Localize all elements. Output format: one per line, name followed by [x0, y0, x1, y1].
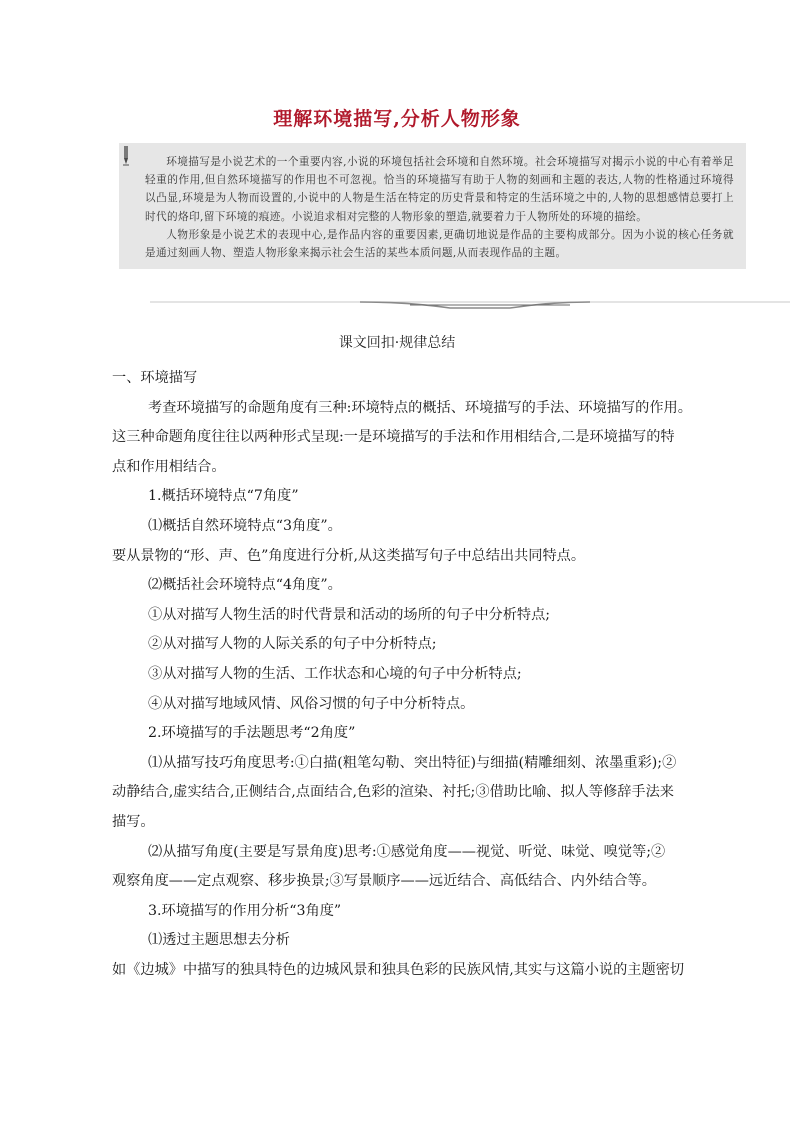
subheading-line: 1.概括环境特点“7角度”	[148, 488, 299, 505]
subheading-line: 3.环境描写的作用分析“3角度”	[148, 902, 342, 919]
page-title: 理解环境描写,分析人物形象	[273, 108, 521, 130]
text-line: ②从对描写人物的人际关系的句子中分析特点;	[148, 636, 437, 653]
text-line: 如《边城》中描写的独具特色的边城风景和独具色彩的民族风情,其实与这篇小说的主题密切	[112, 961, 685, 978]
text-line: 点和作用相结合。	[112, 458, 226, 475]
text-line: ⑴从描写技巧角度思考:①白描(粗笔勾勒、突出特征)与细描(精雕细刻、浓墨重彩);②	[148, 754, 677, 771]
section-heading: 课文回扣·规律总结	[338, 335, 456, 351]
text-line: ⑵从描写角度(主要是写景角度)思考:①感觉角度——视觉、听觉、味觉、嗅觉等;②	[148, 843, 666, 860]
body-text	[112, 364, 692, 985]
intro-paragraph: 环境描写是小说艺术的一个重要内容,小说的环境包括社会环境和自然环境。社会环境描写对揭示小说的中心有着举足轻重的作用,但自然环境描写的作用也不可忽视。恰当的环境描写有助于人物的刻画和主题的表达,人物的性格通过环境得以凸显,环境是为人物而设置的,小说中的人物是生活在特定的历史背景和特定的生活环境之中的,人物的思想感情总要打上时代的烙印,留下环境的痕迹。小说追求相对完整的人物形象的塑造,就要着力于人物所处的环境的描绘。	[145, 156, 734, 223]
text-line: 考查环境描写的命题角度有三种:环境特点的概括、环境描写的手法、环境描写的作用。	[148, 399, 692, 416]
text-line: 观察角度——定点观察、移步换景;③写景顺序——远近结合、高低结合、内外结合等。	[112, 873, 656, 890]
text-line: 要从景物的“形、声、色”角度进行分析,从这类描写句子中总结出共同特点。	[112, 547, 586, 564]
text-line: 描写。	[112, 813, 155, 830]
intro-paragraph: 人物形象是小说艺术的表现中心,是作品内容的重要因素,更确切地说是作品的主要构成部分。因为小说的核心任务就是通过刻画人物、塑造人物形象来揭示社会生活的某些本质问题,从而表现作品的主题。	[145, 228, 734, 260]
heading-environment: 一、环境描写	[112, 370, 198, 386]
subheading-line: 2.环境描写的手法题思考“2角度”	[148, 725, 356, 742]
text-line: ④从对描写地域风情、风俗习惯的句子中分析特点。	[148, 695, 475, 712]
intro-box	[119, 143, 746, 269]
text-line: 这三种命题角度往往以两种形式呈现:一是环境描写的手法和作用相结合,二是环境描写的特	[112, 429, 675, 446]
text-line: ⑴概括自然环境特点“3角度”。	[148, 517, 342, 534]
text-line: 动静结合,虚实结合,正侧结合,点面结合,色彩的渲染、衬托;③借助比喻、拟人等修辞手法来	[112, 784, 674, 801]
pen-icon	[121, 145, 131, 167]
decorative-divider	[150, 296, 790, 316]
text-line: ⑴透过主题思想去分析	[148, 932, 290, 949]
text-line: ⑵概括社会环境特点“4角度”。	[148, 577, 342, 594]
text-line: ①从对描写人物生活的时代背景和活动的场所的句子中分析特点;	[148, 606, 551, 623]
text-line: ③从对描写人物的生活、工作状态和心境的句子中分析特点;	[148, 665, 522, 682]
